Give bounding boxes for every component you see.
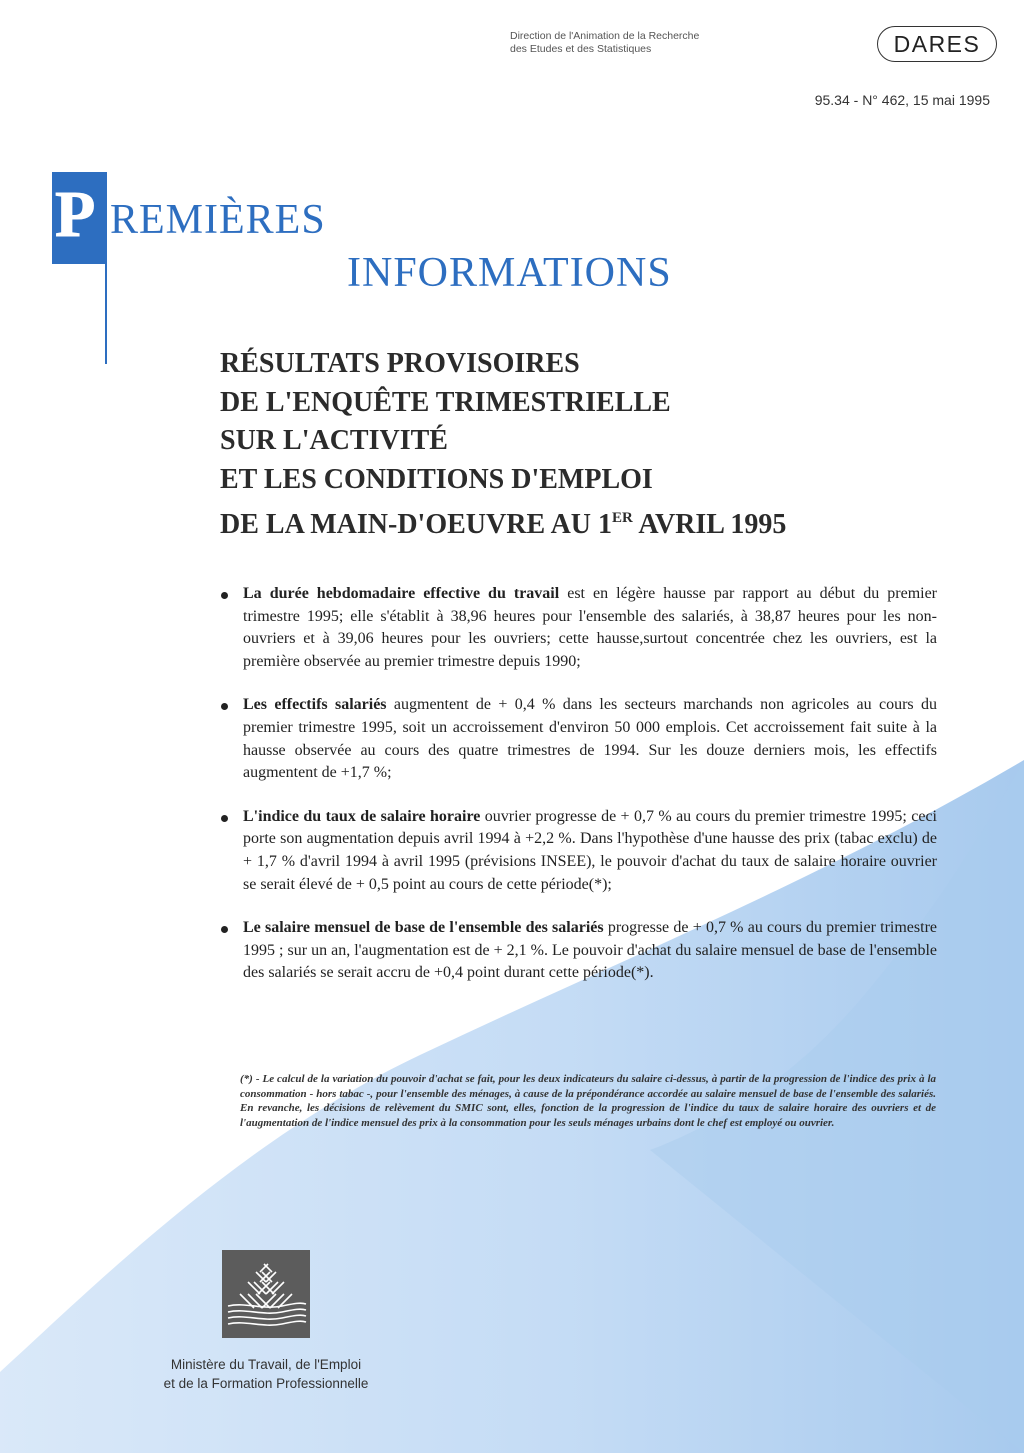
masthead-accent-rule [105,264,107,364]
list-item-body: progresse de + 0,7 % au cours du premier trimestre 1995 ; sur un an, l'augmentation est de + 2,1 %. Le pouvoir d'achat du salaire mensuel de base de l'ensemble des salariés se serait accru de +0,4 point durant cette période(*). [243,919,938,982]
bullet-icon [221,592,228,599]
ministry-line-2: et de la Formation Professionnelle [163,1376,369,1391]
bullet-icon [221,926,228,933]
title-line-1: RÉSULTATS PROVISOIRES [220,348,580,379]
list-item-lead: L'indice du taux de salaire horaire [243,807,481,825]
key-findings-list [215,583,937,1006]
title-line-5-end: AVRIL 1995 [632,509,787,540]
masthead-line-1: REMIÈRES [110,197,326,243]
issue-reference: 95.34 - N° 462, 15 mai 1995 [814,92,990,108]
list-item-lead: Les effectifs salariés [243,696,387,714]
title-line-5-start: DE LA MAIN-D'OEUVRE AU 1 [220,509,613,540]
list-item [215,917,937,985]
list-item-body: est en légère hausse par rapport au début du premier trimestre 1995; elle s'établit à 38,96 heures pour l'ensemble des salariés, à 38,87 heures pour les non-ouvriers et à 39,06 heures pour les ouvriers; cette hausse,surtout concentrée chez les ouvriers, est la première observée au premier trimestre depuis 1990; [243,585,938,670]
ministry-name [140,1355,392,1393]
list-item-lead: Le salaire mensuel de base de l'ensemble des salariés [243,919,604,937]
title-line-3: SUR L'ACTIVITÉ [220,425,448,456]
department-name [510,30,699,56]
list-item-lead: La durée hebdomadaire effective du travail [243,585,560,602]
list-item-text [243,694,937,784]
title-line-2: DE L'ENQUÊTE TRIMESTRIELLE [220,386,671,418]
list-item [215,583,937,673]
footnote: (*) - Le calcul de la variation du pouvoir d'achat se fait, pour les deux indicateurs du salaire ci-dessus, à partir de la progression de l'indice des prix à la consommation - hors tabac -, pour l'ensemble des ménages, à cause de la prépondérance accordée au salaire mensuel de base de l'ensemble des salariés. En revanche, les décisions de relèvement du SMIC sont, elles, fonction de la progression de l'indice du taux de salaire horaire des ouvriers et de l'augmentation de l'indice mensuel des prix à la consommation pour les seuls ménages urbains dont le chef est employé ou ouvrier. [240,1073,936,1129]
document-title [220,345,786,545]
masthead-line-2: INFORMATIONS [347,250,672,296]
list-item-text [243,583,937,673]
list-item-text [243,917,937,985]
ministry-logo-icon [222,1250,310,1338]
list-item [215,806,937,896]
list-item-body: ouvrier progresse de + 0,7 % au cours du premier trimestre 1995; ceci porte son augmentation depuis avril 1994 à +2,2 %. Dans l'hypothèse d'une hausse des prix (tabac exclu) de + 1,7 % d'avril 1994 à avril 1995 (prévisions INSEE), le pouvoir d'achat du taux de salaire horaire ouvrier se serait élevé de + 0,5 point au cours de cette période(*); [243,807,937,893]
dares-badge: DARES [877,26,997,62]
masthead-initial: P [55,178,96,251]
department-line-1: Direction de l'Animation de la Recherche [510,30,700,42]
list-item [215,694,937,784]
list-item-body: augmentent de + 0,4 % dans les secteurs marchands non agricoles au cours du premier trimestre 1995, soit un accroissement d'environ 50 000 emplois. Cet accroissement fait suite à la hausse observée au cours des quatre trimestres de 1994. Sur les douze derniers mois, les effectifs augmentent de +1,7 %; [243,696,937,782]
bullet-icon [221,815,228,822]
bullet-icon [221,703,228,710]
ministry-line-1: Ministère du Travail, de l'Emploi [170,1357,362,1372]
department-line-2: des Etudes et des Statistiques [510,43,652,55]
title-line-5-superscript: ER [612,510,633,526]
title-line-5 [220,499,786,545]
list-item-text [243,806,937,896]
title-line-4: ET LES CONDITIONS D'EMPLOI [220,463,653,495]
